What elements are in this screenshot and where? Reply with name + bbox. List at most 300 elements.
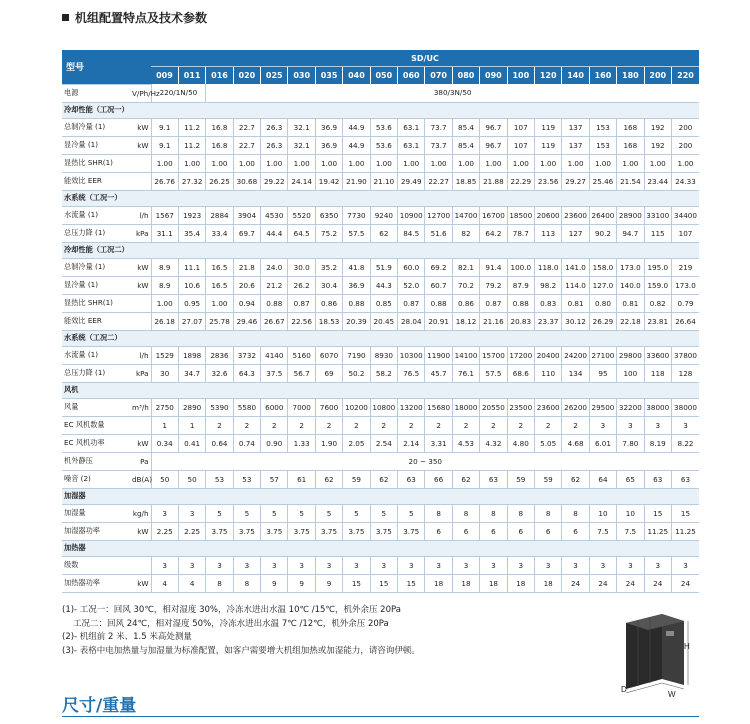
table-cell: 62: [315, 470, 342, 488]
table-cell: 85.4: [452, 118, 479, 136]
table-cell: 5: [398, 504, 425, 522]
table-cell: 3.75: [288, 522, 315, 540]
table-row: [62, 398, 699, 416]
table-cell: 12700: [425, 206, 452, 224]
table-cell: 3732: [233, 346, 260, 364]
table-cell: 82.1: [452, 258, 479, 276]
row-unit: [132, 154, 151, 172]
model-code: 140: [562, 67, 589, 85]
table-cell: 26.67: [261, 312, 288, 330]
table-cell: 118: [644, 364, 671, 382]
table-cell: 6350: [315, 206, 342, 224]
row-label: 总制冷量 (1): [62, 258, 132, 276]
table-cell: 14700: [452, 206, 479, 224]
model-code: 100: [507, 67, 534, 85]
table-cell: 2: [534, 416, 561, 434]
table-cell: 1.00: [370, 154, 397, 172]
model-code: 025: [261, 67, 288, 85]
table-cell: 137: [562, 118, 589, 136]
table-cell: 3: [398, 556, 425, 574]
table-cell: 2: [288, 416, 315, 434]
table-row: [62, 504, 699, 522]
table-cell: 200: [671, 136, 699, 154]
table-cell: 3: [151, 504, 178, 522]
spec-table: [62, 50, 699, 593]
table-cell: 4: [151, 574, 178, 592]
table-cell: 44.4: [261, 224, 288, 242]
table-cell: 1923: [178, 206, 205, 224]
table-cell: 3: [562, 556, 589, 574]
table-cell: 37800: [671, 346, 699, 364]
table-cell: 0.64: [206, 434, 233, 452]
note-1b: 工况二：回风 24℃，相对湿度 50%，冷冻水进出水温 7℃ /12℃，机外余压 20Pa: [73, 618, 389, 629]
table-cell: 14100: [452, 346, 479, 364]
table-row: [62, 312, 699, 330]
table-row: [62, 346, 699, 364]
row-unit: kW: [132, 258, 151, 276]
table-cell: 20.91: [425, 312, 452, 330]
table-cell: 0.85: [370, 294, 397, 312]
table-cell: 22.7: [233, 136, 260, 154]
table-cell: 32.6: [206, 364, 233, 382]
table-cell: 22.18: [617, 312, 644, 330]
table-cell: 8: [233, 574, 260, 592]
section-title: 水系统（工况二）: [62, 330, 699, 346]
row-unit: kW: [132, 522, 151, 540]
table-cell: 5.05: [534, 434, 561, 452]
label-h: H: [684, 642, 690, 651]
table-cell: 24: [617, 574, 644, 592]
table-cell: 37.5: [261, 364, 288, 382]
table-cell: 3: [452, 556, 479, 574]
table-row: [62, 434, 699, 452]
table-cell: 153: [589, 118, 616, 136]
table-cell: 44.9: [343, 136, 370, 154]
table-cell: 4.68: [562, 434, 589, 452]
table-cell: 10.6: [178, 276, 205, 294]
table-cell: 0.87: [288, 294, 315, 312]
table-row: [62, 364, 699, 382]
table-cell: 26400: [589, 206, 616, 224]
table-cell: 219: [671, 258, 699, 276]
table-row: [62, 574, 699, 592]
row-unit: [132, 312, 151, 330]
table-cell: 96.7: [480, 136, 507, 154]
table-cell: 2890: [178, 398, 205, 416]
model-code: 009: [151, 67, 178, 85]
table-cell: 2884: [206, 206, 233, 224]
table-cell: 90.2: [589, 224, 616, 242]
table-cell: 110: [534, 364, 561, 382]
heading-rule: [62, 716, 699, 717]
table-cell: 27.07: [178, 312, 205, 330]
section-row: [62, 242, 699, 258]
table-cell: 26.64: [671, 312, 699, 330]
table-cell: 118.0: [534, 258, 561, 276]
model-header: 型号: [62, 50, 151, 84]
table-cell: 134: [562, 364, 589, 382]
row-unit: kW: [132, 434, 151, 452]
table-cell: 2: [233, 416, 260, 434]
table-cell: 16.5: [206, 258, 233, 276]
table-cell: 173.0: [617, 258, 644, 276]
table-cell: 0.88: [343, 294, 370, 312]
table-cell: 98.2: [534, 276, 561, 294]
table-cell: 20600: [534, 206, 561, 224]
table-cell: 6.01: [589, 434, 616, 452]
table-cell: 2: [398, 416, 425, 434]
model-code: 016: [206, 67, 233, 85]
table-cell: 3: [617, 556, 644, 574]
table-cell: 95: [589, 364, 616, 382]
table-cell: 84.5: [398, 224, 425, 242]
table-cell: 26.76: [151, 172, 178, 190]
section-title: 冷却性能（工况一）: [62, 102, 699, 118]
table-cell: 2: [370, 416, 397, 434]
table-cell: 3.31: [425, 434, 452, 452]
table-cell: 8: [425, 504, 452, 522]
table-cell: 63: [671, 470, 699, 488]
table-cell: 59: [534, 470, 561, 488]
table-cell: 4: [178, 574, 205, 592]
table-cell: 30: [151, 364, 178, 382]
table-cell: 24.14: [288, 172, 315, 190]
table-cell: 2.25: [178, 522, 205, 540]
table-cell: 78.7: [507, 224, 534, 242]
table-cell: 159.0: [644, 276, 671, 294]
table-cell: 30.4: [315, 276, 342, 294]
table-cell: 7000: [288, 398, 315, 416]
table-cell: 27100: [589, 346, 616, 364]
table-cell: 16.5: [206, 276, 233, 294]
table-cell: 64: [589, 470, 616, 488]
row-label: EC 风机功率: [62, 434, 132, 452]
table-cell: 8: [534, 504, 561, 522]
table-row: [62, 206, 699, 224]
table-cell: 2: [425, 416, 452, 434]
table-cell: 27.32: [178, 172, 205, 190]
table-cell: 68.6: [507, 364, 534, 382]
table-row: [62, 224, 699, 242]
table-cell: 45.7: [425, 364, 452, 382]
table-cell: 69.2: [425, 258, 452, 276]
dimensions-heading: 尺寸/重量: [62, 696, 137, 716]
table-cell: 3: [151, 556, 178, 574]
table-cell: 69: [315, 364, 342, 382]
row-unit: V/Ph/Hz: [132, 84, 151, 102]
table-cell: 3: [288, 556, 315, 574]
table-cell: 1.00: [151, 294, 178, 312]
table-cell: 15: [644, 504, 671, 522]
row-label: 能效比 EER: [62, 312, 132, 330]
table-cell: 4140: [261, 346, 288, 364]
table-cell: 8.9: [151, 276, 178, 294]
table-cell: 34400: [671, 206, 699, 224]
table-cell: 0.81: [562, 294, 589, 312]
table-cell: 3: [534, 556, 561, 574]
table-cell: 3: [315, 556, 342, 574]
table-cell: 34.7: [178, 364, 205, 382]
power-value-b: 380/3N/50: [206, 84, 699, 102]
table-cell: 16.8: [206, 118, 233, 136]
table-cell: 25.78: [206, 312, 233, 330]
model-code: 030: [288, 67, 315, 85]
table-cell: 18500: [507, 206, 534, 224]
row-label: 电源: [62, 84, 132, 102]
table-cell: 0.83: [534, 294, 561, 312]
row-unit: l/h: [132, 206, 151, 224]
table-cell: 18: [452, 574, 479, 592]
row-unit: kPa: [132, 224, 151, 242]
table-row: [62, 118, 699, 136]
table-cell: 31.1: [151, 224, 178, 242]
table-cell: 18.53: [315, 312, 342, 330]
table-cell: 2.14: [398, 434, 425, 452]
table-cell: 50: [178, 470, 205, 488]
row-unit: m³/h: [132, 398, 151, 416]
row-unit: [132, 416, 151, 434]
table-cell: 168: [617, 118, 644, 136]
table-cell: 11900: [425, 346, 452, 364]
table-cell: 7730: [343, 206, 370, 224]
table-cell: 8: [507, 504, 534, 522]
table-cell: 1898: [178, 346, 205, 364]
row-label: 加湿器功率: [62, 522, 132, 540]
table-cell: 21.88: [480, 172, 507, 190]
table-cell: 7190: [343, 346, 370, 364]
table-cell: 23.81: [644, 312, 671, 330]
table-cell: 1.00: [233, 154, 260, 172]
table-cell: 9: [315, 574, 342, 592]
table-cell: 29.46: [233, 312, 260, 330]
table-cell: 3.75: [206, 522, 233, 540]
row-unit: [132, 556, 151, 574]
cabinet-figure: [604, 609, 700, 704]
table-cell: 1.00: [206, 154, 233, 172]
table-cell: 26.29: [589, 312, 616, 330]
table-cell: 1.00: [425, 154, 452, 172]
table-row: [62, 522, 699, 540]
row-label: 级数: [62, 556, 132, 574]
table-cell: 20550: [480, 398, 507, 416]
table-cell: 23.44: [644, 172, 671, 190]
table-cell: 15: [370, 574, 397, 592]
row-unit: kg/h: [132, 504, 151, 522]
table-cell: 114.0: [562, 276, 589, 294]
table-cell: 21.2: [261, 276, 288, 294]
row-label: 风量: [62, 398, 132, 416]
table-cell: 15: [671, 504, 699, 522]
table-cell: 1.00: [343, 154, 370, 172]
table-cell: 91.4: [480, 258, 507, 276]
table-cell: 36.9: [315, 118, 342, 136]
table-cell: 3: [617, 416, 644, 434]
table-cell: 29500: [589, 398, 616, 416]
table-cell: 3: [507, 556, 534, 574]
section-title: 风机: [62, 382, 699, 398]
section-title: 水系统（工况一）: [62, 190, 699, 206]
table-row: [62, 294, 699, 312]
table-cell: 51.6: [425, 224, 452, 242]
label-w: W: [668, 690, 676, 699]
table-cell: 2: [507, 416, 534, 434]
table-cell: 11.25: [671, 522, 699, 540]
section-title: 冷却性能（工况二）: [62, 242, 699, 258]
table-cell: 7.5: [589, 522, 616, 540]
table-cell: 76.5: [398, 364, 425, 382]
table-cell: 3.75: [261, 522, 288, 540]
table-cell: 0.95: [178, 294, 205, 312]
table-cell: 1.33: [288, 434, 315, 452]
model-code: 060: [398, 67, 425, 85]
table-cell: 23600: [562, 206, 589, 224]
table-cell: 18: [480, 574, 507, 592]
table-cell: 0.87: [398, 294, 425, 312]
table-cell: 1.00: [151, 154, 178, 172]
power-row: [62, 84, 699, 102]
section-title-text: 机组配置特点及技术参数: [75, 11, 208, 25]
row-label: 噪音 (2): [62, 470, 132, 488]
table-cell: 140.0: [617, 276, 644, 294]
table-cell: 64.3: [233, 364, 260, 382]
table-cell: 5160: [288, 346, 315, 364]
table-cell: 2: [261, 416, 288, 434]
table-cell: 26.3: [261, 136, 288, 154]
table-cell: 21.54: [617, 172, 644, 190]
model-code: 035: [315, 67, 342, 85]
table-cell: 18: [507, 574, 534, 592]
table-cell: 192: [644, 136, 671, 154]
table-cell: 3: [671, 556, 699, 574]
table-cell: 11.1: [178, 258, 205, 276]
table-cell: 8.9: [151, 258, 178, 276]
table-cell: 21.10: [370, 172, 397, 190]
table-cell: 50.2: [343, 364, 370, 382]
table-row: [62, 154, 699, 172]
table-cell: 1.00: [562, 154, 589, 172]
table-cell: 3.75: [233, 522, 260, 540]
model-code: 220: [671, 67, 699, 85]
table-cell: 11.2: [178, 136, 205, 154]
table-cell: 33100: [644, 206, 671, 224]
table-cell: 76.1: [452, 364, 479, 382]
table-cell: 63: [480, 470, 507, 488]
table-cell: 38000: [644, 398, 671, 416]
note-2: (2)- 机组前 2 米、1.5 米高处测量: [62, 632, 192, 642]
table-cell: 2: [343, 416, 370, 434]
table-cell: 3: [261, 556, 288, 574]
table-cell: 192: [644, 118, 671, 136]
table-cell: 59: [507, 470, 534, 488]
table-row: [62, 276, 699, 294]
table-cell: 3.75: [398, 522, 425, 540]
table-cell: 3: [425, 556, 452, 574]
row-unit: kPa: [132, 364, 151, 382]
table-cell: 82: [452, 224, 479, 242]
table-cell: 137: [562, 136, 589, 154]
section-title: [62, 9, 207, 26]
table-cell: 35.4: [178, 224, 205, 242]
model-code: 070: [425, 67, 452, 85]
table-cell: 195.0: [644, 258, 671, 276]
row-unit: dB(A): [132, 470, 151, 488]
table-cell: 23600: [534, 398, 561, 416]
table-cell: 8: [562, 504, 589, 522]
table-cell: 2: [452, 416, 479, 434]
table-cell: 0.79: [671, 294, 699, 312]
row-label: 显冷量 (1): [62, 276, 132, 294]
table-cell: 57: [261, 470, 288, 488]
row-unit: kW: [132, 118, 151, 136]
row-label: 水流量 (1): [62, 206, 132, 224]
table-cell: 3: [644, 416, 671, 434]
model-code: 120: [534, 67, 561, 85]
table-cell: 6: [425, 522, 452, 540]
table-cell: 9240: [370, 206, 397, 224]
table-cell: 30.12: [562, 312, 589, 330]
table-cell: 10200: [343, 398, 370, 416]
row-label: 总压力降 (1): [62, 224, 132, 242]
table-cell: 4.32: [480, 434, 507, 452]
table-cell: 53: [206, 470, 233, 488]
table-cell: 200: [671, 118, 699, 136]
table-cell: 3: [589, 416, 616, 434]
table-cell: 32.1: [288, 136, 315, 154]
table-cell: 0.86: [452, 294, 479, 312]
table-cell: 10300: [398, 346, 425, 364]
table-cell: 63: [398, 470, 425, 488]
table-cell: 100.0: [507, 258, 534, 276]
table-cell: 3: [589, 556, 616, 574]
footnotes: [62, 604, 420, 658]
table-cell: 22.29: [507, 172, 534, 190]
table-cell: 1.00: [398, 154, 425, 172]
table-cell: 6: [480, 522, 507, 540]
table-cell: 5580: [233, 398, 260, 416]
cabinet-panel-display: [666, 631, 674, 636]
power-value-a: 220/1N/50: [151, 84, 206, 102]
table-row: [62, 470, 699, 488]
row-label: 显冷量 (1): [62, 136, 132, 154]
table-cell: 24.0: [261, 258, 288, 276]
row-label: 机外静压: [62, 452, 132, 470]
table-cell: 15680: [425, 398, 452, 416]
table-cell: 3: [480, 556, 507, 574]
model-code: 040: [343, 67, 370, 85]
table-cell: 21.16: [480, 312, 507, 330]
section-title: 加热器: [62, 540, 699, 556]
table-cell: 10: [617, 504, 644, 522]
table-cell: 3.75: [315, 522, 342, 540]
table-cell: 3.75: [343, 522, 370, 540]
model-code: 050: [370, 67, 397, 85]
table-cell: 5: [206, 504, 233, 522]
row-label: EC 风机数量: [62, 416, 132, 434]
table-cell: 62: [452, 470, 479, 488]
table-cell: 1.00: [589, 154, 616, 172]
table-cell: 9: [288, 574, 315, 592]
table-cell: 10: [589, 504, 616, 522]
table-cell: 32.1: [288, 118, 315, 136]
table-cell: 13200: [398, 398, 425, 416]
table-cell: 1.00: [178, 154, 205, 172]
table-cell: 0.41: [178, 434, 205, 452]
table-cell: 3: [178, 556, 205, 574]
table-cell: 41.8: [343, 258, 370, 276]
model-code: 180: [617, 67, 644, 85]
table-cell: 8.22: [671, 434, 699, 452]
table-cell: 23.37: [534, 312, 561, 330]
